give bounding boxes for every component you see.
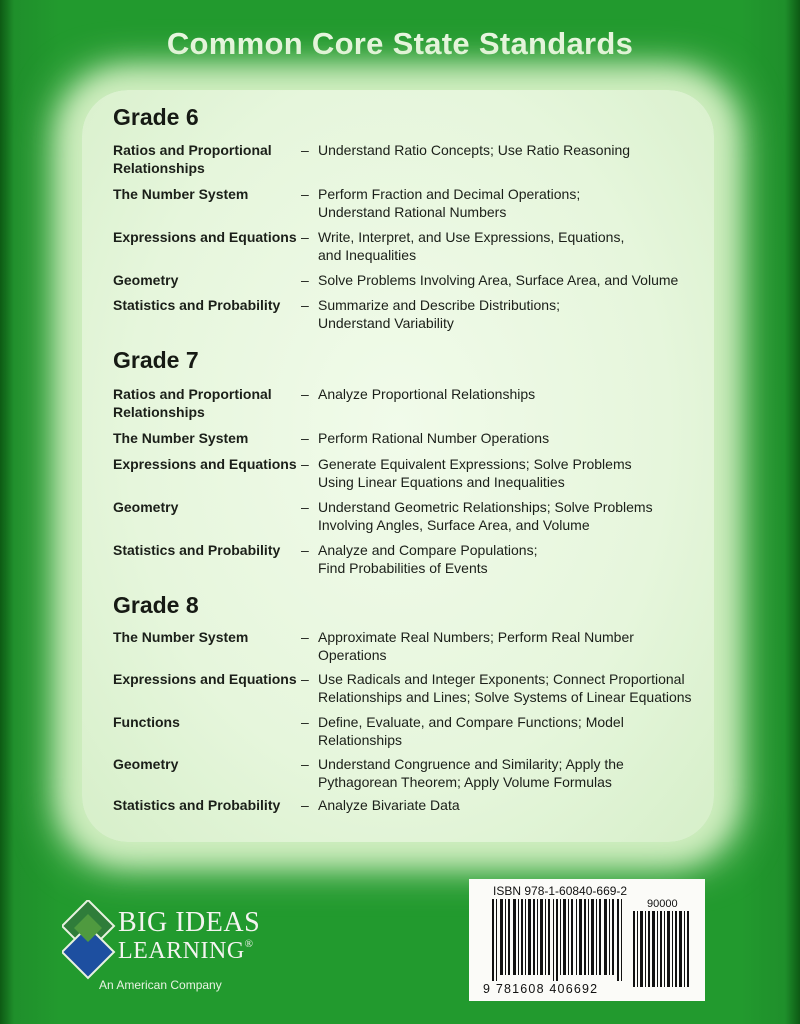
big-ideas-logo-icon — [62, 900, 116, 980]
dash-separator: – — [301, 456, 309, 472]
dash-separator: – — [301, 186, 309, 202]
domain-name: Functions — [113, 714, 180, 730]
dash-separator: – — [301, 797, 309, 813]
domain-name: Expressions and Equations — [113, 671, 297, 687]
domain-description: Define, Evaluate, and Compare Functions; Model Relationships — [318, 714, 624, 748]
dash-separator: – — [301, 629, 309, 645]
price-barcode-icon — [633, 911, 693, 987]
domain-name: Ratios and Proportional Relationships — [113, 386, 272, 420]
dash-separator: – — [301, 499, 309, 515]
isbn-barcode-icon — [492, 899, 624, 981]
domain-description: Understand Ratio Concepts; Use Ratio Reasoning — [318, 142, 631, 158]
domain-name: Expressions and Equations — [113, 229, 297, 245]
domain-description: Use Radicals and Integer Exponents; Connect Proportional Relationships and Lines; Solve Systems of Linear Equations — [318, 671, 692, 705]
barcode-digits: 9 781608 406692 — [483, 982, 599, 996]
dash-separator: – — [301, 714, 309, 730]
price-code: 90000 — [647, 898, 678, 910]
domain-description: Write, Interpret, and Use Expressions, Equations, and Inequalities — [318, 229, 625, 263]
domain-description: Generate Equivalent Expressions; Solve Problems Using Linear Equations and Inequalities — [318, 456, 632, 490]
grade-heading: Grade 6 — [113, 104, 199, 130]
dash-separator: – — [301, 297, 309, 313]
domain-description: Summarize and Describe Distributions; Understand Variability — [318, 297, 560, 331]
domain-description: Perform Fraction and Decimal Operations; Understand Rational Numbers — [318, 186, 581, 220]
domain-description: Understand Geometric Relationships; Solve Problems Involving Angles, Surface Area, and Volume — [318, 499, 653, 533]
domain-description: Approximate Real Numbers; Perform Real Number Operations — [318, 629, 634, 663]
dash-separator: – — [301, 272, 309, 288]
dash-separator: – — [301, 430, 309, 446]
domain-name: Statistics and Probability — [113, 297, 281, 313]
domain-name: Geometry — [113, 756, 179, 772]
domain-name: The Number System — [113, 629, 249, 645]
publisher-tagline: An American Company — [99, 978, 222, 992]
domain-name: The Number System — [113, 430, 249, 446]
domain-description: Analyze and Compare Populations; Find Probabilities of Events — [318, 542, 538, 576]
dash-separator: – — [301, 229, 309, 245]
grade-heading: Grade 8 — [113, 592, 199, 618]
domain-name: The Number System — [113, 186, 249, 202]
domain-name: Ratios and Proportional Relationships — [113, 142, 272, 176]
domain-name: Geometry — [113, 272, 179, 288]
dash-separator: – — [301, 756, 309, 772]
domain-description: Analyze Bivariate Data — [318, 797, 460, 813]
domain-name: Statistics and Probability — [113, 797, 281, 813]
dash-separator: – — [301, 142, 309, 158]
publisher-name-line1: BIG IDEAS — [118, 907, 261, 938]
cover-title: Common Core State Standards — [166, 26, 634, 61]
dash-separator: – — [301, 542, 309, 558]
domain-description: Understand Congruence and Similarity; Apply the Pythagorean Theorem; Apply Volume Formulas — [318, 756, 624, 790]
grade-heading: Grade 7 — [113, 347, 199, 373]
dash-separator: – — [301, 386, 309, 402]
domain-name: Geometry — [113, 499, 179, 515]
domain-name: Statistics and Probability — [113, 542, 281, 558]
domain-description: Solve Problems Involving Area, Surface Area, and Volume — [318, 272, 679, 288]
dash-separator: – — [301, 671, 309, 687]
domain-description: Analyze Proportional Relationships — [318, 386, 536, 402]
isbn-text: ISBN 978-1-60840-669-2 — [493, 884, 628, 898]
domain-description: Perform Rational Number Operations — [318, 430, 550, 446]
publisher-name-line2: LEARNING® — [118, 938, 254, 964]
domain-name: Expressions and Equations — [113, 456, 297, 472]
